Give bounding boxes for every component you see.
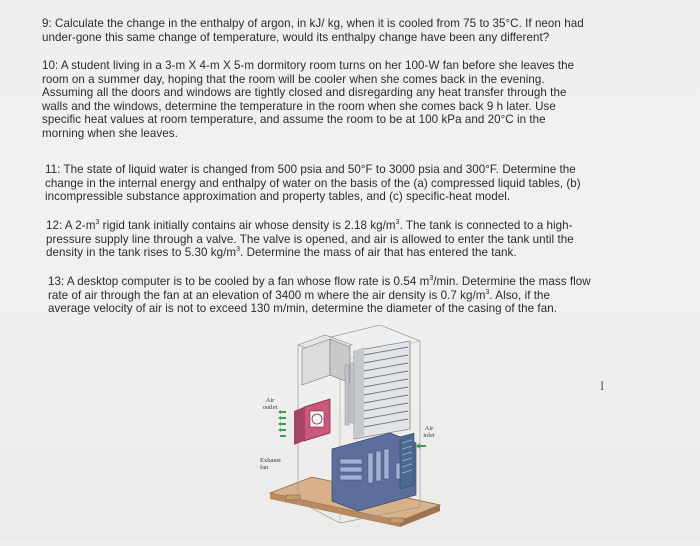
problem-10-line-6: morning when she leaves. — [42, 126, 178, 140]
problem-11-line-2: change in the internal energy and enthalpy of water on the basis of the (a) compressed liquid tables, (b) — [45, 176, 581, 190]
problem-12-line-1: 12: A $2-m^3$ rigid tank initially contains air whose density is 2.18 $kg/m^3$. The tank is connected to a high- — [46, 219, 573, 232]
text-cursor-icon: I — [600, 378, 605, 393]
problem-11-line-1: 11: The state of liquid water is changed from 500 psia and 50°F to 3000 psia and 300°F. Determine the — [45, 163, 576, 176]
problem-10-line-4: walls and the windows, determine the temperature in the room when she comes back 9 h later. Use — [42, 99, 556, 113]
problem-13-line-1: 13: A desktop computer is to be cooled by a fan whose flow rate is 0.54 $m^3/\min$. Determine the mass flow — [48, 275, 591, 288]
air-inlet-label: Air inlet — [423, 425, 435, 439]
problem-10 — [42, 59, 574, 141]
problem-12-line-3: density in the tank rises to 5.30 $kg/m^3$. Determine the mass of air that has entered the tank. — [46, 246, 517, 260]
problem-13-line-3: average velocity of air is not to exceed 130 m/min, determine the diameter of the casing of the fan. — [48, 302, 557, 316]
problem-11-line-3: incompressible substance approximation and property tables, and (c) specific-heat model. — [45, 190, 511, 204]
exhaust-fan-label: Exhaust fan — [260, 457, 281, 471]
problem-10-line-3: Assuming all the doors and windows are tightly closed and disregarding any heat transfer through the — [42, 86, 567, 100]
problem-9-line-2: under-gone this same change of temperature, would its enthalpy change have been any different? — [42, 30, 550, 44]
problem-12-line-2: pressure supply line through a valve. The valve is opened, and air is allowed to enter the tank until the — [46, 232, 574, 246]
air-outlet-label: Air outlet — [262, 397, 278, 411]
problem-12 — [46, 219, 574, 260]
problem-10-line-2: room on a summer day, hoping that the room will be cooler when she comes back in the evening. — [42, 72, 545, 86]
problem-13 — [48, 275, 591, 316]
problem-11 — [45, 163, 581, 204]
problem-13-line-2: rate of air through the fan at an elevation of 3400 m where the air density is 0.7 $kg/m^3$. Also, if the — [48, 288, 551, 302]
computer-cooling-figure — [250, 325, 450, 541]
problem-9 — [42, 17, 584, 44]
problem-10-line-1: 10: A student living in a 3-m X 4-m X 5-m dormitory room turns on her 100-W fan before she leaves the — [42, 59, 575, 72]
problem-9-line-1: 9: Calculate the change in the enthalpy of argon, in kJ/ kg, when it is cooled from 75 to 35°C. If neon had — [42, 17, 584, 30]
problem-10-line-5: specific heat values at room temperature, and assume the room to be at 100 kPa and 20°C in the — [42, 113, 546, 127]
